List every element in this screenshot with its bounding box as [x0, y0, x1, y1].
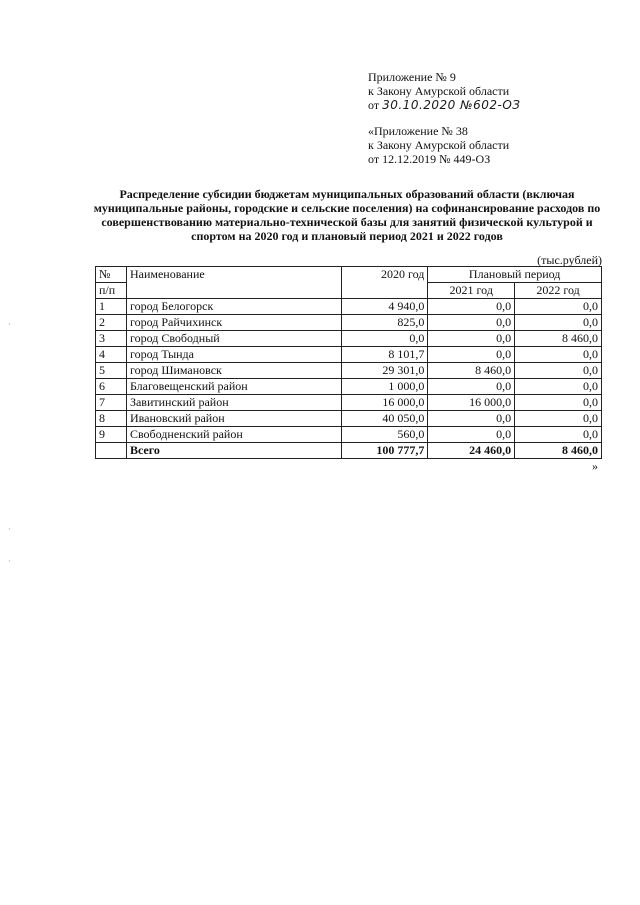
cell-y2022: 0,0: [515, 411, 602, 427]
header-2021: 2021 год: [428, 283, 515, 299]
cell-num: 7: [96, 395, 127, 411]
cell-y2022: 0,0: [515, 347, 602, 363]
cell-y2022: 0,0: [515, 299, 602, 315]
cell-num: 4: [96, 347, 127, 363]
cell-name: Благовещенский район: [126, 379, 341, 395]
header-num-line2: п/п: [96, 283, 127, 299]
table-row: [96, 363, 602, 379]
table-header-row: [96, 267, 602, 283]
total-y2022: 8 460,0: [515, 443, 602, 459]
cell-num: 9: [96, 427, 127, 443]
cell-y2021: 8 460,0: [428, 363, 515, 379]
cell-name: Свободненский район: [126, 427, 341, 443]
total-y2021: 24 460,0: [428, 443, 515, 459]
cell-y2021: 0,0: [428, 331, 515, 347]
attachment-law-ref: к Закону Амурской области: [368, 84, 510, 98]
attachment-date-line: [368, 98, 568, 112]
margin-mark: ·: [8, 525, 11, 534]
cell-num: 8: [96, 411, 127, 427]
cell-y2021: 0,0: [428, 379, 515, 395]
header-name: [126, 267, 341, 299]
header-plan-period: Плановый период: [428, 267, 602, 283]
header-2020-text: 2020 год: [380, 267, 425, 281]
total-y2020: 100 777,7: [341, 443, 428, 459]
cell-y2021: 16 000,0: [428, 395, 515, 411]
header-name-text: Наименование: [129, 267, 205, 281]
cell-y2020: 560,0: [341, 427, 428, 443]
cell-name: город Шимановск: [126, 363, 341, 379]
cell-name: город Тында: [126, 347, 341, 363]
cell-y2021: 0,0: [428, 411, 515, 427]
cell-y2020: 4 940,0: [341, 299, 428, 315]
attachment-number: Приложение № 9: [368, 70, 456, 84]
document-title: Распределение субсидии бюджетам муниципальных образований области (включая муниципальные районы, городские и сельские поселения) на софинансирование расходов по совершенствованию материально-технической базы для занятий физической культурой и спортом на 2020 год и плановый период 2021 и 2022 годов: [93, 187, 601, 243]
cell-y2022: 0,0: [515, 379, 602, 395]
table-row: [96, 379, 602, 395]
cell-num: 2: [96, 315, 127, 331]
margin-mark: ·: [8, 320, 11, 329]
subsidy-table: [95, 266, 602, 459]
table-row: [96, 347, 602, 363]
header-2022: 2022 год: [515, 283, 602, 299]
cell-y2020: 0,0: [341, 331, 428, 347]
cell-name: Завитинский район: [126, 395, 341, 411]
cell-y2020: 16 000,0: [341, 395, 428, 411]
cell-num: 6: [96, 379, 127, 395]
table-row: [96, 331, 602, 347]
original-attachment-header: [368, 124, 568, 166]
cell-y2022: 0,0: [515, 395, 602, 411]
units-label: (тыс.рублей): [537, 253, 602, 267]
cell-name: город Райчихинск: [126, 315, 341, 331]
closing-quote: »: [592, 459, 598, 473]
cell-y2020: 1 000,0: [341, 379, 428, 395]
header-2020: [341, 267, 428, 299]
total-num-empty: [96, 443, 127, 459]
original-attachment-date: от 12.12.2019 № 449-ОЗ: [368, 152, 491, 166]
total-row: [96, 443, 602, 459]
cell-name: Ивановский район: [126, 411, 341, 427]
table-row: [96, 395, 602, 411]
cell-y2021: 0,0: [428, 299, 515, 315]
cell-y2020: 8 101,7: [341, 347, 428, 363]
table-body: [96, 299, 602, 459]
cell-num: 3: [96, 331, 127, 347]
cell-y2022: 0,0: [515, 315, 602, 331]
cell-num: 1: [96, 299, 127, 315]
margin-mark: ·: [8, 557, 11, 566]
cell-y2021: 0,0: [428, 315, 515, 331]
handwritten-date: 30.10.2020 №602-ОЗ: [382, 98, 521, 112]
cell-name: город Белогорск: [126, 299, 341, 315]
table-row: [96, 427, 602, 443]
cell-y2020: 825,0: [341, 315, 428, 331]
header-num: №: [96, 267, 127, 283]
cell-y2022: 0,0: [515, 427, 602, 443]
cell-y2021: 0,0: [428, 427, 515, 443]
cell-y2022: 8 460,0: [515, 331, 602, 347]
original-attachment-number: «Приложение № 38: [368, 124, 468, 138]
cell-num: 5: [96, 363, 127, 379]
table-row: [96, 315, 602, 331]
table-row: [96, 411, 602, 427]
original-attachment-law-ref: к Закону Амурской области: [368, 138, 510, 152]
cell-y2021: 0,0: [428, 347, 515, 363]
cell-y2020: 29 301,0: [341, 363, 428, 379]
total-name: Всего: [126, 443, 341, 459]
table-row: [96, 299, 602, 315]
date-prefix: от: [368, 98, 380, 112]
cell-name: город Свободный: [126, 331, 341, 347]
cell-y2020: 40 050,0: [341, 411, 428, 427]
cell-y2022: 0,0: [515, 363, 602, 379]
attachment-header: [368, 70, 568, 112]
